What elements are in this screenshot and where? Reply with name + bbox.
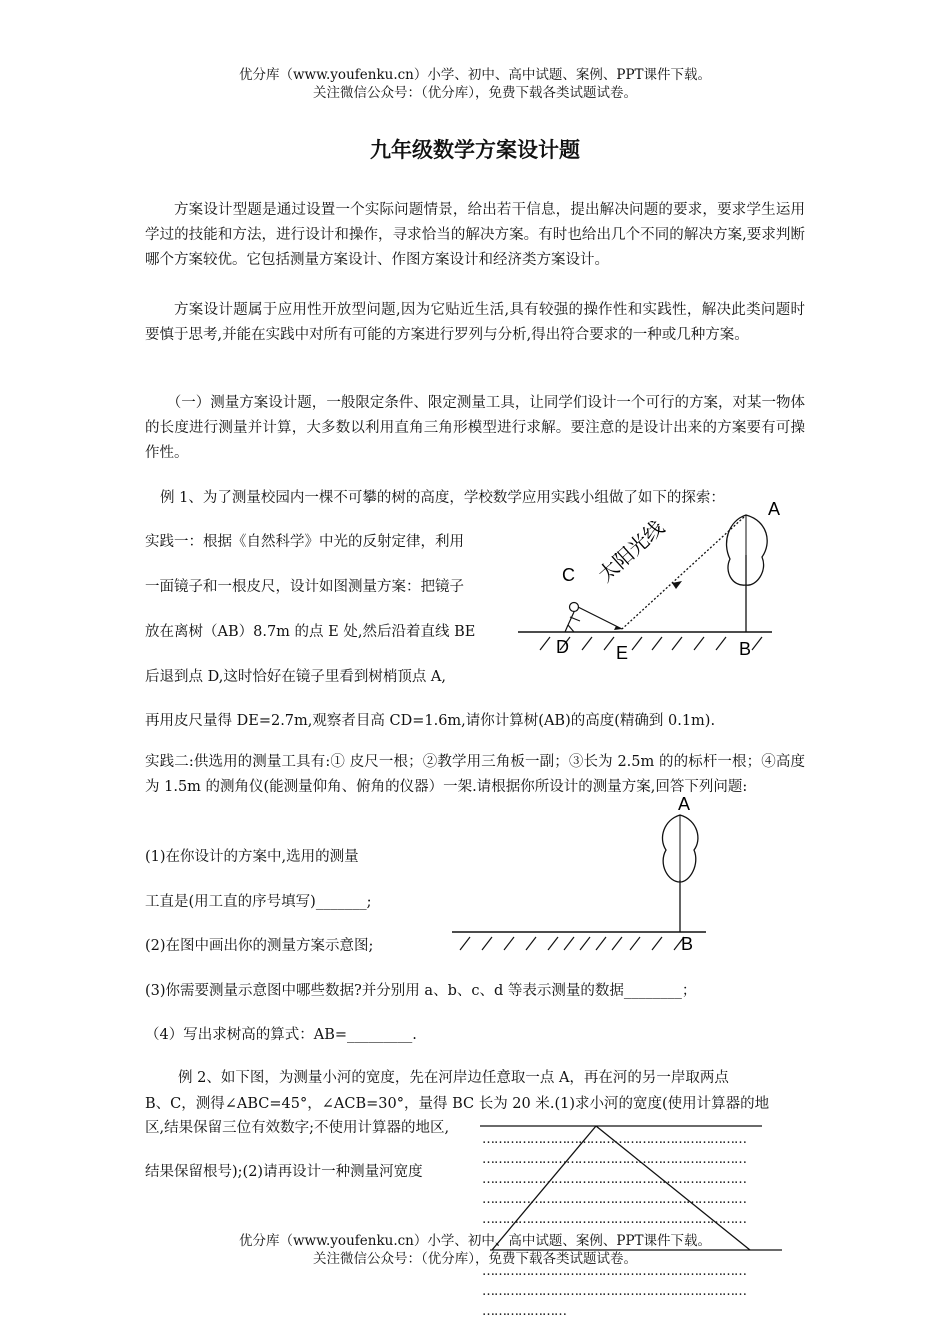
example2-line: 例 2、如下图，为测量小河的宽度，先在河岸边任意取一点 A，再在河的另一岸取两点 [178,1070,729,1086]
example1-heading: 例 1、为了测量校园内一棵不可攀的树的高度，学校数学应用实践小组做了如下的探索： [160,490,725,506]
example2-line: B、C，测得∠ABC=45°，∠ACB=30°，量得 BC 长为 20 米.(1)求小河的宽度(使用计算器的地 [145,1096,770,1112]
figure2-label-a: A [678,794,691,814]
answer-dots: ………………………………………………………… [482,1264,746,1279]
figure1-label-b: B [739,639,752,659]
example2-line: 区,结果保留三位有效数字;不使用计算器的地区, [145,1120,450,1136]
page-footer-line2: 关注微信公众号：（优分库），免费下载各类试题试卷。 [313,1251,637,1267]
practice2-question: 工直是(用工直的序号填写)_______; [145,894,372,910]
figure1-sunlight-label: 太阳光线 [593,515,669,587]
figure1-mirror-diagram [510,495,790,665]
page-footer-line1: 优分库（www.youfenku.cn）小学、初中、高中试题、案例、PPT课件下载。 [238,1233,712,1249]
intro-paragraph-2: 方案设计题属于应用性开放型问题,因为它贴近生活,具有较强的操作性和实践性，解决此类问题时要慎于思考,并能在实践中对所有可能的方案进行罗列与分析,得出符合要求的一种或几种方案。 [145,302,805,343]
answer-dots: ………………………………………………………… [482,1132,746,1147]
example2-line: 结果保留根号);(2)请再设计一种测量河宽度 [145,1164,423,1180]
answer-dots: ………………………………………………………… [482,1284,746,1299]
answer-dots: ………………………………………………………… [482,1152,746,1167]
practice2-intro: 实践二:供选用的测量工具有:① 皮尺一根；②教学用三角板一副；③长为 2.5m 的的标杆一根；④高度为 1.5m 的测角仪(能测量仰角、俯角的仪器）一架.请根据你所设计的测量方案,回答下列问题: [145,754,805,795]
practice1-line: 再用皮尺量得 DE=2.7m,观察者目高 CD=1.6m,请你计算树(AB)的高度(精确到 0.1m). [145,713,716,729]
figure1-label-a: A [768,499,781,519]
section1-paragraph: （一）测量方案设计题，一般限定条件、限定测量工具，让同学们设计一个可行的方案，对某一物体的长度进行测量并计算，大多数以利用直角三角形模型进行求解。要注意的是设计出来的方案要有可操作性。 [145,395,805,461]
answer-dots: ………………… [482,1304,566,1319]
practice2-question: (3)你需要测量示意图中哪些数据?并分别用 a、b、c、d 等表示测量的数据________； [145,983,697,999]
page-header-line2: 关注微信公众号：（优分库），免费下载各类试题试卷。 [313,85,637,101]
practice1-line: 一面镜子和一根皮尺，设计如图测量方案：把镜子 [145,579,464,595]
practice2-question: (1)在你设计的方案中,选用的测量 [145,849,359,865]
figure2-label-b: B [681,934,694,954]
figure1-label-c: C [562,565,575,585]
figure1-label-d: D [556,637,569,657]
answer-dots: ………………………………………………………… [482,1172,746,1187]
practice1-line: 后退到点 D,这时恰好在镜子里看到树梢顶点 A, [145,669,447,685]
practice1-line: 放在离树（AB）8.7m 的点 E 处,然后沿着直线 BE [145,624,476,640]
intro-paragraph-1: 方案设计型题是通过设置一个实际问题情景，给出若干信息，提出解决问题的要求，要求学生运用学过的技能和方法，进行设计和操作，寻求恰当的解决方案。有时也给出几个不同的解决方案,要求判断哪个方案较优。它包括测量方案设计、作图方案设计和经济类方案设计。 [145,202,805,268]
practice2-question: （4）写出求树高的算式：AB=_________. [145,1027,417,1043]
answer-dots: ………………………………………………………… [482,1212,746,1227]
page-title: 九年级数学方案设计题 [370,137,580,162]
figure2-tree-diagram [450,790,720,960]
answer-dots: ………………………………………………………… [482,1192,746,1207]
practice2-question: (2)在图中画出你的测量方案示意图; [145,938,374,954]
page-header-line1: 优分库（www.youfenku.cn）小学、初中、高中试题、案例、PPT课件下载。 [238,67,712,83]
figure1-label-e: E [616,643,629,663]
practice1-line: 实践一：根据《自然科学》中光的反射定律，利用 [145,534,464,550]
